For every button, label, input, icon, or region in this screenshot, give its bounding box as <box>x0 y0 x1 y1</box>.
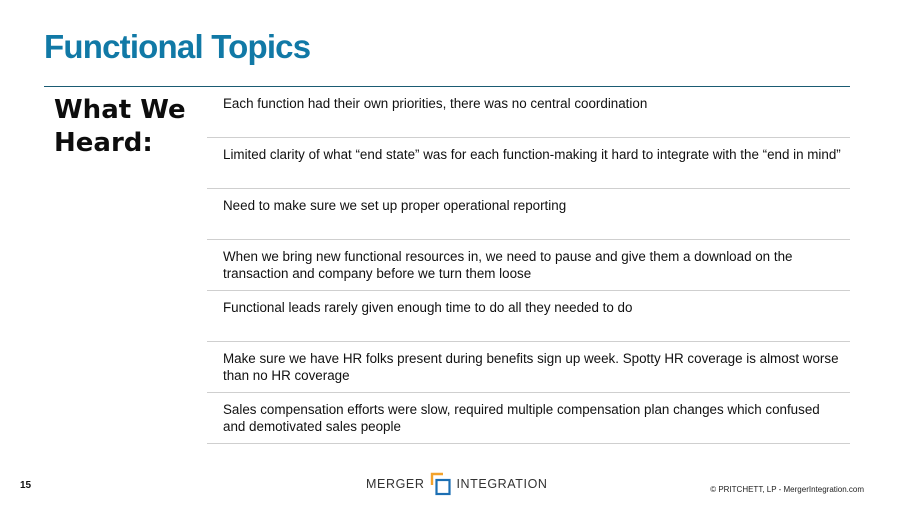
logo-text-merger: MERGER <box>366 477 425 491</box>
feedback-item: Sales compensation efforts were slow, required multiple compensation plan changes which confused and demotivated sales people <box>207 393 850 444</box>
section-heading-line-2: Heard: <box>54 128 153 158</box>
merger-integration-logo-icon <box>430 471 452 497</box>
feedback-list <box>207 87 850 444</box>
feedback-item: Limited clarity of what “end state” was for each function-making it hard to integrate with the “end in mind” <box>207 138 850 189</box>
feedback-item: Each function had their own priorities, there was no central coordination <box>207 87 850 138</box>
feedback-item: When we bring new functional resources in, we need to pause and give them a download on the transaction and company before we turn them loose <box>207 240 850 291</box>
logo-text-integration: INTEGRATION <box>456 477 548 491</box>
feedback-item: Functional leads rarely given enough time to do all they needed to do <box>207 291 850 342</box>
section-heading-line-1: What We <box>54 95 186 125</box>
feedback-item: Need to make sure we set up proper operational reporting <box>207 189 850 240</box>
slide-title: Functional Topics <box>44 28 311 65</box>
section-heading <box>54 94 204 160</box>
copyright-notice: © PRITCHETT, LP - MergerIntegration.com <box>710 485 864 494</box>
feedback-item: Make sure we have HR folks present during benefits sign up week. Spotty HR coverage is almost worse than no HR coverage <box>207 342 850 393</box>
company-logo <box>366 470 548 498</box>
slide-number: 15 <box>20 480 32 491</box>
